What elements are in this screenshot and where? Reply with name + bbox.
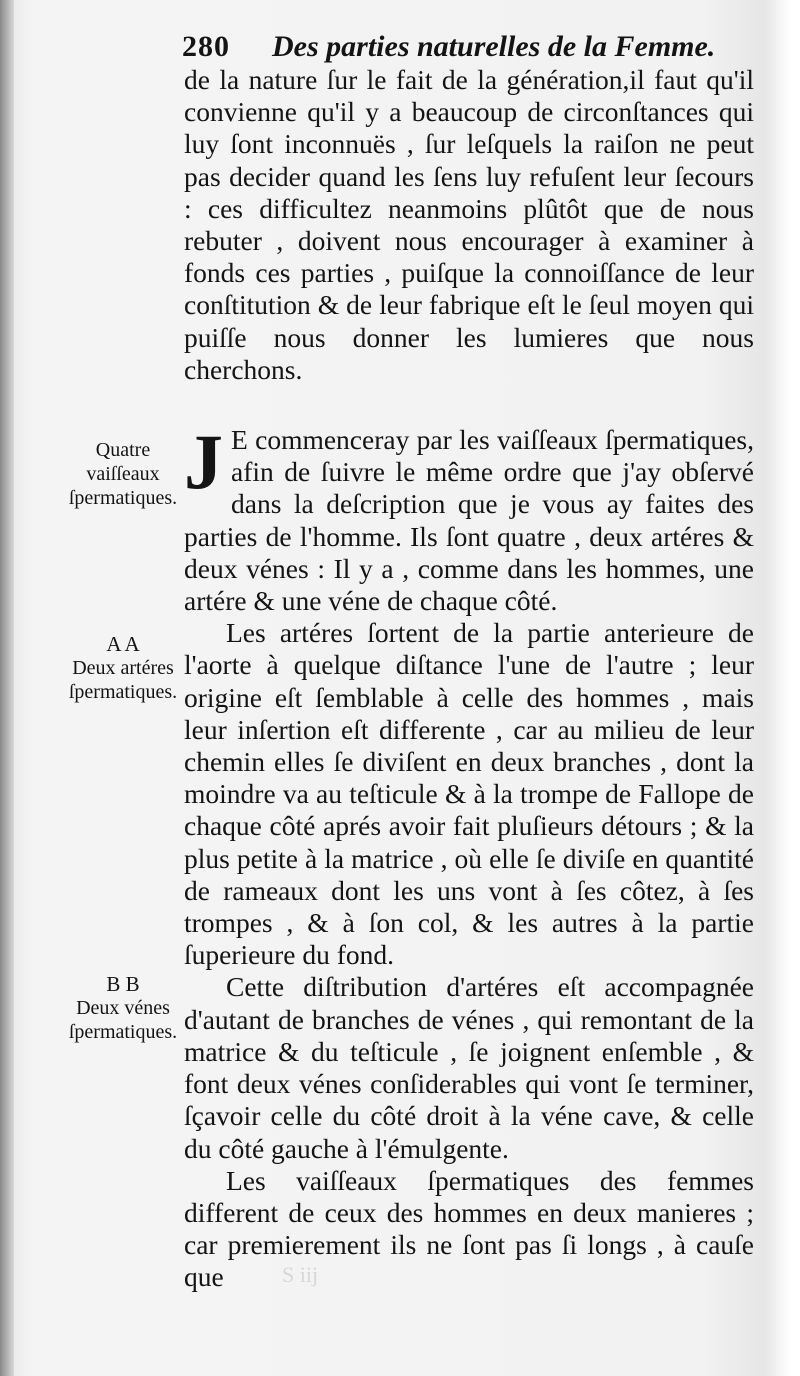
intro-paragraph: de la nature ſur le fait de la génération,il faut qu'il convienne qu'il y a beaucoup de circonſtances qui luy ſont inconnuës , ſur leſquels la raiſon ne peut pas decider quand les ſens luy refuſent leur ſecours : ces difficultez neanmoins plûtôt que de nous rebuter , doivent nous encourager à examiner à fonds ces parties , puiſque la connoiſſance de leur conſtitution & de leur fabrique eſt le ſeul moyen qui puiſſe nous donner les lumieres que nous cherchons.	[184, 64, 754, 385]
margin-note-text: Deux vénes ſpermatiques.	[68, 997, 178, 1043]
signature-mark: S iij	[282, 1262, 319, 1287]
margin-note-vessels	[64, 438, 182, 510]
running-title: Des parties naturelles de la Femme.	[272, 30, 716, 63]
dropcap: J	[184, 418, 223, 506]
margin-note-text: Deux artéres ſpermatiques.	[68, 657, 178, 703]
page-header	[182, 30, 752, 66]
paragraph-arteries: Les artéres ſortent de la partie anterieure de l'aorte à quelque diſtance l'une de l'autre ; leur origine eſt ſemblable à celle des hommes , mais leur inſertion eſt differente , car au milieu de leur chemin elles ſe diviſent en deux branches , dont la moindre va au teſticule & à la trompe de Fallope de chaque côté aprés avoir fait pluſieurs détours ; & la plus petite à la matrice , où elle ſe diviſe en quantité de rameaux dont les uns vont à ſes côtez, à ſes trompes , & à ſon col, & les autres à la partie ſuperieure du fond.	[184, 617, 754, 971]
margin-note-arteries	[64, 632, 182, 704]
margin-note-text: Quatre vaiſſeaux ſpermatiques.	[68, 439, 178, 509]
body-text	[184, 64, 754, 1294]
paragraph-differences: Les vaiſſeaux ſpermatiques des femmes different de ceux des hommes en deux manieres ; car premierement ils ne ſont pas ſi longs , à cauſe que	[184, 1164, 754, 1293]
paragraph-veins: Cette diſtribution d'artéres eſt accompagnée d'autant de branches de vénes , qui remontant de la matrice & du teſticule , ſe joignent enſemble , & font deux vénes conſiderables qui vont ſe terminer, ſçavoir celle du côté droit à la véne cave, & celle du côté gauche à l'émulgente.	[184, 971, 754, 1164]
paragraph-vessels	[184, 418, 754, 617]
margin-note-letters: A A	[106, 632, 140, 656]
gutter-shadow	[0, 0, 14, 1376]
paragraph-vessels-text: E commenceray par les vaiſſeaux ſpermatiques, afin de ſuivre le même ordre que j'ay obſervé dans la deſcription que je vous ay faites des parties de l'homme. Ils ſont quatre , deux artéres & deux vénes : Il y a , comme dans les hommes, une artére & une véne de chaque côté.	[184, 424, 754, 617]
margin-note-veins	[64, 972, 182, 1044]
page-number: 280	[182, 30, 230, 63]
margin-note-letters: B B	[106, 972, 140, 996]
